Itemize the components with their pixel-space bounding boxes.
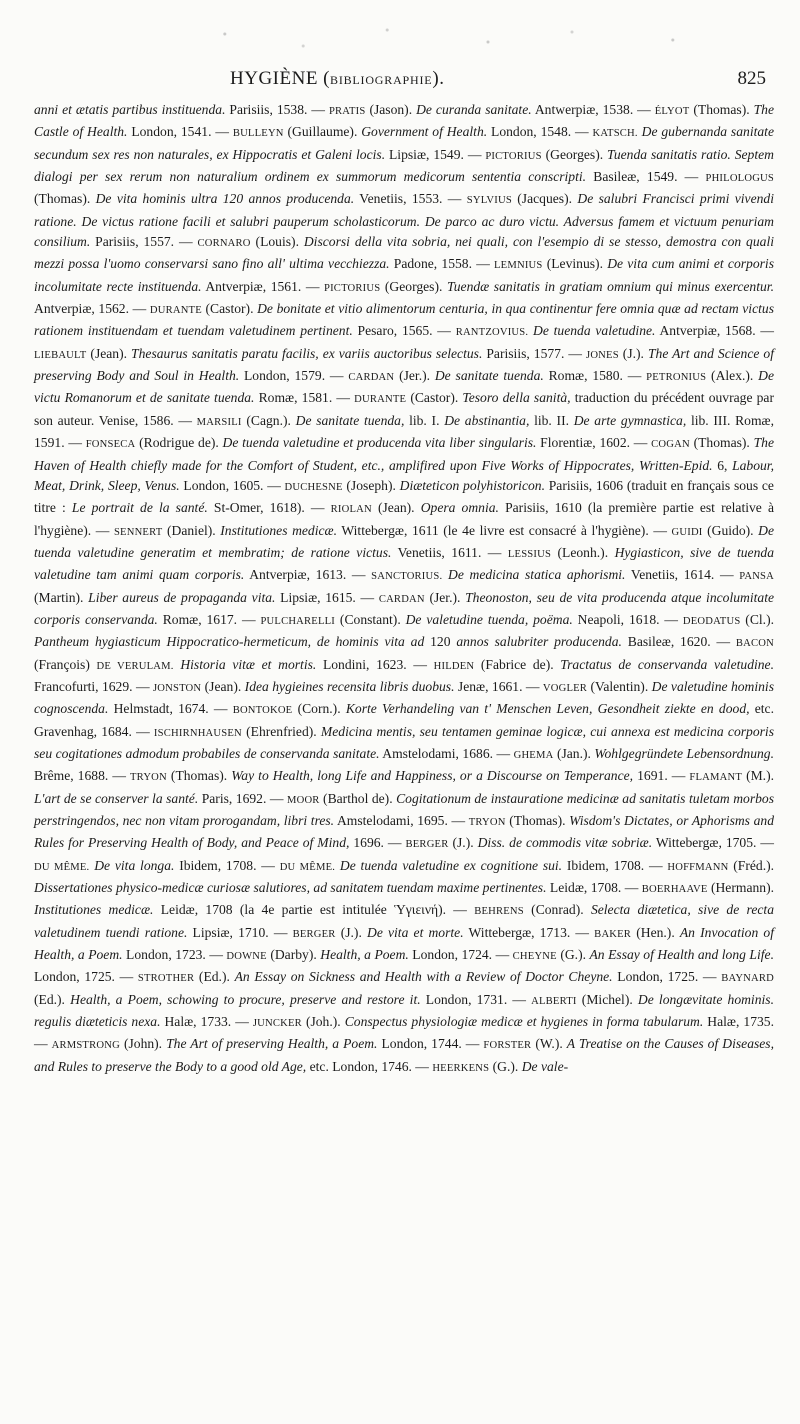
title-segment: Wohlgegründete Lebensordnung. [594, 745, 774, 761]
text-segment: (Cl.). [740, 611, 774, 627]
title-segment: De victu Romanorum et de sanitate tuenda. [34, 368, 775, 406]
text-segment: London, 1744. — [377, 1036, 484, 1052]
text-segment: Antverpiæ, 1562. — [34, 301, 150, 317]
author-name: BAKER [594, 928, 632, 940]
text-segment: (Jer.). [394, 368, 435, 384]
text-segment: London, 1725. — [34, 969, 138, 985]
author-name: SYLVIUS [466, 195, 512, 207]
title-segment: Institutiones medicæ. [220, 522, 338, 538]
text-segment: 1691. — [633, 768, 690, 784]
text-segment: Parisiis, 1577. — [482, 345, 586, 361]
title-segment: De arte gymnastica, [573, 412, 687, 428]
text-segment: (Constant). [335, 611, 406, 627]
title-segment: De sanitate tuenda, [295, 412, 405, 428]
text-segment: (Jason). [365, 102, 417, 117]
text-segment: (G.). [489, 1058, 522, 1074]
scan-artifacts [180, 18, 740, 58]
text-segment: 120 [424, 634, 457, 650]
title-segment: De tuenda valetudine generatim et membratim; de ratione victus. [34, 522, 775, 560]
author-name: SENNERT [113, 526, 163, 538]
text-segment: Ibidem, 1708. — [174, 857, 280, 873]
text-segment: (Rodrigue de). [135, 435, 223, 451]
author-name: VOGLER [542, 682, 588, 694]
author-name: LIEBAULT [34, 349, 87, 361]
title-segment: The Art of preserving Health, a Poem. [166, 1036, 378, 1052]
running-title [230, 68, 445, 90]
title-segment: An Invocation of Health, a Poem. [34, 924, 774, 963]
author-name: TRYON [468, 817, 506, 828]
title-segment: Korte Verhandeling van t' Menschen Leven, Gesondheit ziekte en dood, [345, 701, 750, 717]
title-segment: Tuendæ sanitatis in gratiam omnium qui minus exercentur. [446, 278, 774, 294]
title-main: HYGIÈNE ( [230, 68, 331, 89]
text-segment: Amstelodami, 1695. — [334, 813, 469, 828]
author-name: PICTORIUS [485, 150, 542, 162]
title-segment: De abstinantia, [444, 412, 530, 428]
author-name: BERGER [405, 839, 449, 851]
text-segment: Lipsiæ, 1549. — [385, 146, 486, 162]
text-segment: (W.). [531, 1036, 567, 1052]
title-segment: An Essay of Health and long Life. [589, 947, 774, 963]
title-segment: The Art and Science of preserving Body and Soul in Health. [34, 345, 774, 384]
text-segment: Paris, 1692. — [198, 790, 287, 806]
text-segment: St-Omer, 1618). — [207, 500, 331, 516]
author-name: FORSTER [483, 1040, 532, 1052]
title-segment: Opera omnia. [420, 500, 499, 516]
text-segment: (M.). [742, 768, 775, 784]
text-segment: (Jer.). [424, 589, 466, 605]
text-segment: (Guido). [702, 522, 759, 538]
text-segment: (Jean). [201, 678, 245, 694]
title-segment: annos salubriter producenda. [456, 634, 622, 650]
title-segment: De vita longa. [94, 857, 175, 873]
text-segment: (Ed.). [194, 969, 235, 985]
title-segment: Idea hygieines recensita libris duobus. [244, 678, 455, 694]
title-segment: A Treatise on the Causes of Diseases, and Rules to preserve the Body to a good old Age, [34, 1036, 775, 1074]
text-segment: (Joh.). [301, 1014, 345, 1030]
author-name: GHEMA [513, 749, 554, 761]
author-name: PHILOLOGUS [705, 173, 774, 185]
text-segment: (Hermann). [707, 880, 774, 896]
title-segment: The Haven of Health chiefly made for the Comfort of Student, etc., amplifired upon Five Works of Hippocrates, Written-Epid. [34, 435, 774, 473]
text-segment: lib. III. Romæ, 1591. — [34, 412, 775, 451]
title-segment: Thesaurus sanitatis paratu facilis, ex variis auctoribus selectus. [131, 345, 483, 361]
title-segment: Health, a Poem. [320, 947, 409, 963]
title-segment: Theonoston, seu de vita producenda atque incolumitate corporis conservanda. [34, 589, 775, 627]
text-segment: (Hen.). [631, 924, 680, 940]
title-segment: Institutiones medicæ. [34, 902, 154, 918]
text-segment: lib. II. [529, 412, 574, 428]
text-segment: (Thomas). [166, 768, 232, 784]
title-segment: Discorsi della vita sobria, nei quali, con l'esempio di se stesso, demostra con quali mezzi possa l'uomo conservarsi sano fino all' ultima vecchiezza. [34, 234, 774, 272]
text-segment: (Levinus). [542, 256, 608, 272]
author-name: DOWNE [226, 951, 267, 963]
text-segment: London, 1579. — [239, 368, 349, 384]
author-name: CARDAN [348, 372, 395, 384]
author-name: CORNARO [197, 238, 251, 250]
author-name: COGAN [651, 439, 690, 451]
text-segment: London, 1548. — [487, 124, 593, 140]
text-segment: (Thomas). [505, 813, 570, 828]
author-name: PICTORIUS [323, 282, 381, 294]
text-segment: (Jan.). [553, 745, 595, 761]
text-segment: (Cagn.). [241, 412, 296, 428]
text-segment: (Thomas). [689, 102, 754, 117]
title-segment: De tuenda valetudine. [533, 323, 656, 339]
text-segment: Amstelodami, 1686. — [379, 745, 514, 761]
author-name: STROTHER [137, 973, 195, 985]
text-segment: Venetiis, 1553. — [354, 191, 467, 207]
author-name: PULCHARELLI [260, 615, 336, 627]
author-name: ÉLYOT [654, 106, 690, 117]
text-segment: London, 1731. — [420, 991, 532, 1007]
title-segment: De tuenda valetudine ex cognitione sui. [339, 857, 563, 873]
text-segment: Lipsiæ, 1615. — [275, 589, 379, 605]
text-segment: traduction du précédent ouvrage par son auteur. Venise, 1586. — [34, 390, 774, 428]
author-name: LEMNIUS [494, 260, 543, 272]
text-segment: 1696. — [349, 835, 406, 851]
text-segment: etc. London, 1746. — [306, 1058, 433, 1074]
text-segment: Romæ, 1580. — [543, 368, 647, 384]
text-segment: (Guillaume). [283, 124, 362, 140]
text-segment: Venetiis, 1614. — [625, 567, 740, 583]
author-name: DUCHESNE [284, 481, 343, 493]
title-segment: De medicina statica aphorismi. [448, 567, 626, 583]
text-segment: Romæ, 1617. — [157, 611, 261, 627]
text-segment: (J.). [618, 345, 648, 361]
author-name: BULLEYN [232, 128, 284, 140]
title-segment: De curanda sanitate. [416, 102, 532, 117]
author-name: DURANTE [354, 394, 407, 406]
text-segment: (Georges). [380, 278, 447, 294]
author-name: MARSILI [196, 416, 242, 428]
text-segment: (Barthol de). [319, 790, 397, 806]
text-segment: Helmstadt, 1674. — [108, 701, 233, 717]
author-name: ISCHIRNHAUSEN [153, 727, 242, 739]
title-segment: De gubernanda sanitate secundum sex res non naturales, ex Hippocratis et Galeni locis. [34, 124, 774, 162]
text-segment: Ibidem, 1708. — [562, 857, 668, 873]
running-header [52, 66, 772, 96]
title-segment: Health, a Poem, schowing to procure, preserve and restore it. [70, 991, 421, 1007]
title-segment: Government of Health. [361, 124, 488, 140]
author-name: MOOR [286, 794, 320, 806]
text-segment: 6, [712, 457, 733, 473]
text-segment: (John). [119, 1036, 167, 1052]
title-segment: Selecta diætetica, sive de recta valetudinem tuendi ratione. [34, 902, 774, 940]
title-segment: De valetudine hominis cognoscenda. [34, 678, 774, 717]
text-segment: (Jacques). [511, 191, 578, 207]
text-segment: (Conrad). [523, 902, 591, 918]
title-segment: Le portrait de la santé. [71, 500, 208, 516]
author-name: RANTZOVIUS. [455, 327, 529, 339]
title-segment: Diæteticon polyhistoricon. [399, 477, 545, 493]
author-name: JONSTON [152, 682, 202, 694]
title-segment: De bonitate et vitio alimentorum centuria, in qua continentur fere omnia quæ ad rectam victus rationem instituendam et tuendam valetudinem pertinent. [34, 301, 774, 339]
title-segment: De valetudine tuenda, poëma. [405, 611, 573, 627]
title-end: ). [432, 68, 445, 89]
text-segment: (Valentin). [587, 678, 652, 694]
text-segment: Wittebergæ, 1705. — [652, 835, 774, 851]
text-segment: lib. I. [404, 412, 445, 428]
text-segment: London, 1723. — [122, 947, 227, 963]
title-segment: Labour, Meat, Drink, Sleep, Venus. [34, 457, 774, 493]
text-segment: (Michel). [576, 991, 638, 1007]
author-name: FONSECA [85, 439, 136, 451]
author-name: JUNCKER [252, 1018, 302, 1030]
author-name: BACON [735, 638, 774, 650]
title-segment: Dissertationes physico-medicæ curiosæ salutiores, ad sanitatem tuendam maxime pertinentes. [34, 880, 547, 896]
title-segment: Way to Health, long Life and Happiness, or a Discourse on Temperance, [231, 768, 634, 784]
title-segment: anni et ætatis partibus instituenda. [34, 102, 226, 117]
title-segment: De longævitate hominis. regulis diæteticis nexa. [34, 991, 774, 1030]
text-segment: (Daniel). [162, 522, 221, 538]
text-segment: (Thomas). [34, 191, 96, 207]
author-name: DU MÊME. [34, 861, 90, 873]
text-segment: (Jean). [86, 345, 132, 361]
title-segment: Tractatus de conservanda valetudine. [560, 656, 774, 672]
text-segment: Antverpiæ, 1561. — [201, 278, 324, 294]
author-name: BERGER [292, 928, 336, 940]
text-segment: Antverpiæ, 1568. — [655, 323, 774, 339]
author-name: TRYON [129, 772, 167, 784]
title-segment: Historia vitæ et mortis. [180, 656, 317, 672]
author-name: JONES [586, 349, 619, 361]
text-segment: Parisiis, 1610 (la première partie est relative à l'hygiène). — [34, 500, 774, 538]
text-segment: Londini, 1623. — [316, 656, 434, 672]
title-segment: Conspectus physiologiæ medicæ et hygienes in forma tabularum. [344, 1014, 704, 1030]
text-segment: Jenæ, 1661. — [454, 678, 543, 694]
text-segment: (G.). [556, 947, 590, 963]
author-name: PRATIS [328, 106, 366, 117]
text-segment: (Georges). [541, 146, 608, 162]
title-segment: Diss. de commodis vitæ sobriæ. [477, 835, 653, 851]
author-name: PANSA [739, 571, 774, 583]
text-segment: Brême, 1688. — [34, 768, 130, 784]
author-name: SANCTORIUS. [371, 571, 443, 583]
author-name: GUIDI [671, 526, 703, 538]
text-segment: Halæ, 1733. — [160, 1014, 253, 1030]
text-segment: (Martin). [34, 589, 89, 605]
text-segment: (Joseph). [342, 477, 400, 493]
author-name: HEERKENS [432, 1062, 490, 1074]
text-segment: London, 1724. — [408, 947, 513, 963]
author-name: DE VERULAM. [96, 660, 174, 672]
text-segment: (Louis). [250, 234, 304, 250]
author-name: DURANTE [149, 305, 202, 317]
text-segment: (François) [34, 656, 97, 672]
text-segment: (Alex.). [706, 368, 759, 384]
text-segment: (Thomas). [689, 435, 754, 451]
text-segment: Venetiis, 1611. — [391, 544, 508, 560]
text-segment: Florentiæ, 1602. — [536, 435, 652, 451]
title-segment: De vita hominis ultra 120 annos producenda. [95, 191, 355, 207]
author-name: ARMSTRONG [51, 1040, 120, 1052]
author-name: PETRONIUS [646, 372, 707, 384]
text-segment: Basileæ, 1620. — [621, 634, 736, 650]
author-name: LESSIUS [507, 548, 552, 560]
title-segment: Tuenda sanitatis ratio. Septem dialogi per sex rerum non naturalium ordinem ex summorum medicorum sententia conscripti. [34, 146, 774, 185]
text-segment: Parisiis, 1538. — [225, 102, 329, 117]
text-segment: Basileæ, 1549. — [586, 169, 706, 185]
text-segment: (Corn.). [292, 701, 346, 717]
text-segment: (Fabrice de). [474, 656, 561, 672]
text-segment: London, 1725. — [612, 969, 722, 985]
text-segment: (J.). [335, 924, 367, 940]
text-segment: (Leonh.). [551, 544, 615, 560]
author-name: BONTOKOE [232, 705, 293, 717]
title-segment: An Essay on Sickness and Health with a Review of Doctor Cheyne. [234, 969, 613, 985]
title-segment: De tuenda valetudine et producenda vita liber singularis. [222, 435, 537, 451]
text-segment: (Darby). [266, 947, 321, 963]
text-segment: Halæ, 1735. — [34, 1014, 774, 1052]
author-name: FLAMANT [689, 772, 743, 784]
text-segment: Antverpiæ, 1613. — [244, 567, 372, 583]
text-segment: Pesaro, 1565. — [352, 323, 456, 339]
text-segment: Wittebergæ, 1713. — [463, 924, 595, 940]
text-segment: Wittebergæ, 1611 (le 4e livre est consacré à l'hygiène). — [337, 522, 672, 538]
title-segment: Wisdom's Dictates, or Aphorisms and Rules for Preserving Health of Body, and Peace of Mind, [34, 813, 774, 851]
text-segment: (Fréd.). [728, 857, 775, 873]
text-segment: Leidæ, 1708. — [546, 880, 642, 896]
text-segment: London, 1605. — [179, 477, 285, 493]
text-segment: Romæ, 1581. — [254, 390, 355, 406]
text-segment: (Ed.). [34, 991, 71, 1007]
page-number: 825 [737, 68, 766, 89]
author-name: ALBERTI [531, 995, 577, 1007]
title-segment: Medicina mentis, seu tentamen geminae logicæ, cui annexa est medicina corporis seu cogitationes admodum probabiles de conservanda sanitate. [34, 723, 775, 761]
author-name: DEODATUS [682, 615, 741, 627]
title-segment: De vita et morte. [367, 924, 464, 940]
text-segment: (Castor). [201, 301, 258, 317]
title-segment: De vita cum animi et corporis incolumitate recte instituenda. [34, 256, 774, 294]
author-name: DU MÊME. [279, 861, 336, 873]
text-segment: Francofurti, 1629. — [34, 678, 153, 694]
title-segment: De sanitate tuenda. [434, 368, 544, 384]
text-segment: Neapoli, 1618. — [572, 611, 683, 627]
text-segment: Antwerpiæ, 1538. — [531, 102, 655, 117]
title-segment: Cogitationum de instauratione medicinæ ad sanitatis tuletam morbos perstringendos, nec non vitam prorogandam, libri tres. [34, 790, 774, 828]
title-segment: The Castle of Health. [34, 102, 774, 140]
text-segment: (Jean). [371, 500, 421, 516]
text-segment: Lipsiæ, 1710. — [187, 924, 293, 940]
text-segment: (Castor). [406, 390, 463, 406]
title-segment: Hygiasticon, sive de tuenda valetudine tam animi quam corporis. [34, 544, 774, 583]
title-small-caps: BIBLIOGRAPHIE [330, 73, 433, 87]
text-segment: Padone, 1558. — [389, 256, 495, 272]
title-segment: De salubri Francisci primi vivendi ratione. De victus ratione facili et salubri pauperum scholasticorum. De parco ac duro victu. Adversus famem et victuum penuriam consilium. [34, 191, 774, 250]
text-segment: (J.). [448, 835, 478, 851]
author-name: HOFFMANN [667, 861, 729, 873]
title-segment: Tesoro della sanità, [462, 390, 571, 406]
title-segment: Pantheum hygiasticum Hippocratico-hermeticum, de hominis vita ad [34, 634, 425, 650]
text-segment: Leidæ, 1708 (la 4e partie est intitulée Ὑγιεινή). — [153, 902, 475, 918]
author-name: CARDAN [378, 593, 425, 605]
author-name: BAYNARD [721, 973, 774, 985]
text-segment: etc. Gravenhag, 1684. — [34, 701, 774, 739]
bibliography-paragraph [34, 100, 774, 1079]
author-name: CHEYNE [512, 951, 557, 963]
text-segment: Parisiis, 1557. — [90, 234, 198, 250]
text-segment: Parisiis, 1606 (traduit en français sous ce titre : [34, 477, 774, 516]
author-name: KATSCH. [592, 128, 638, 140]
author-name: BOERHAAVE [641, 884, 708, 896]
author-name: RIOLAN [330, 504, 372, 516]
title-segment: De vale- [521, 1058, 569, 1074]
author-name: BEHRENS [474, 906, 524, 918]
title-segment: L'art de se conserver la santé. [34, 790, 199, 806]
text-segment: London, 1541. — [127, 124, 233, 140]
title-segment: Liber aureus de propaganda vita. [88, 589, 276, 605]
author-name: HILDEN [433, 660, 475, 672]
text-segment: (Ehrenfried). [241, 723, 321, 739]
